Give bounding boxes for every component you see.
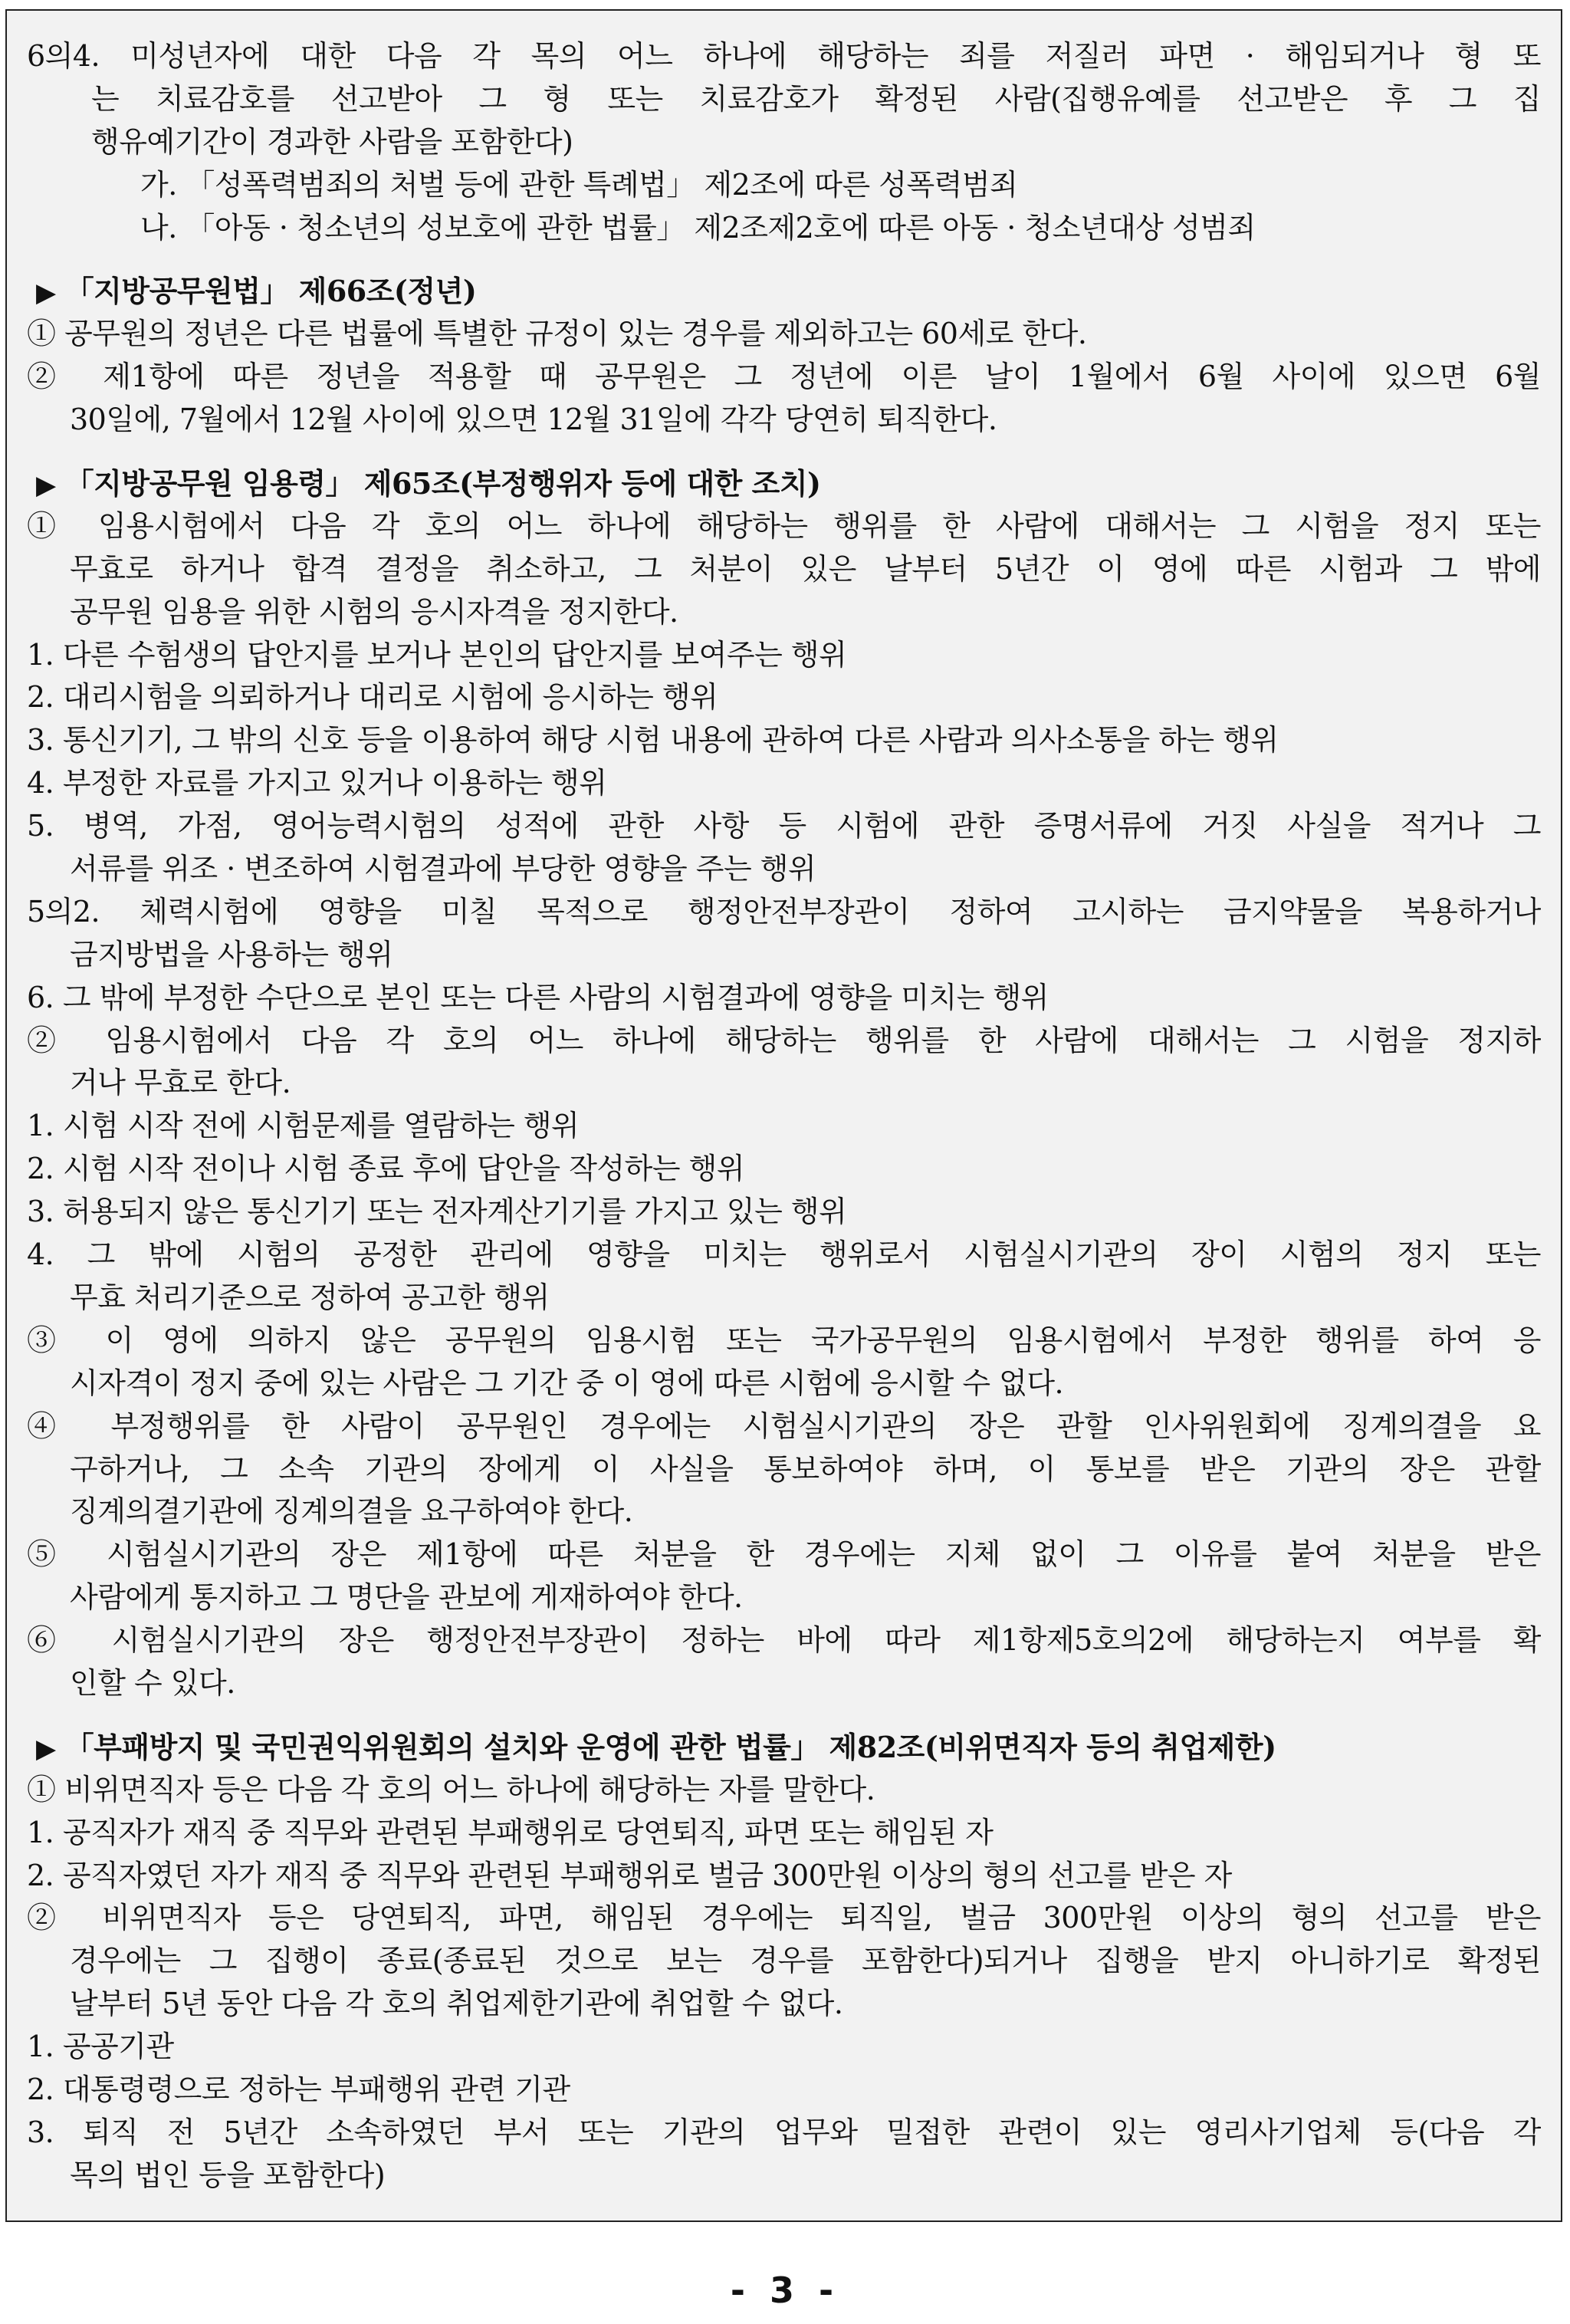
text-line: 2. 대통령령으로 정하는 부패행위 관련 기관 [27, 2072, 570, 2106]
text-line: 목의 법인 등을 포함한다) [70, 2158, 386, 2192]
text-line: 사람에게 통지하고 그 명단을 관보에 게재하여야 한다. [70, 1580, 743, 1615]
text-line: 금지방법을 사용하는 행위 [70, 937, 393, 971]
section-heading-s66 [27, 270, 1541, 313]
text-line: 징계의결기관에 징계의결을 요구하여야 한다. [70, 1494, 633, 1529]
text-line: 3. 통신기기, 그 밖의 신호 등을 이용하여 해당 시험 내용에 관하여 다른 사람과 의사소통을 하는 행위 [27, 723, 1279, 758]
text-line: 6. 그 밖에 부정한 수단으로 본인 또는 다른 사람의 시험결과에 영향을 미치는 행위 [27, 980, 1049, 1014]
text-line: 무효로 하거나 합격 결정을 취소하고, 그 처분이 있은 날부터 5년간 이 영에 따른 시험과 그 밖에 [70, 551, 1541, 586]
text-line: ② 비위면직자 등은 당연퇴직, 파면, 해임된 경우에는 퇴직일, 벌금 300만원 이상의 형의 선고를 받은 [27, 1901, 1541, 1935]
section-heading-s82 [27, 1726, 1541, 1769]
text-line: 5. 병역, 가점, 영어능력시험의 성적에 관한 사항 등 시험에 관한 증명서류에 거짓 사실을 적거나 그 [27, 809, 1541, 843]
text-line: 1. 다른 수험생의 답안지를 보거나 본인의 답안지를 보여주는 행위 [27, 637, 847, 672]
text-line: 1. 공직자가 재직 중 직무와 관련된 부패행위로 당연퇴직, 파면 또는 해임된 자 [27, 1815, 994, 1849]
text-line: 무효 처리기준으로 정하여 공고한 행위 [70, 1280, 550, 1314]
text-line: ① 비위면직자 등은 다음 각 호의 어느 하나에 해당하는 자를 말한다. [27, 1772, 875, 1806]
text-line: 행유예기간이 경과한 사람을 포함한다) [91, 124, 573, 159]
text-line: 구하거나, 그 소속 기관의 장에게 이 사실을 통보하여야 하며, 이 통보를 받은 기관의 장은 관할 [70, 1451, 1541, 1486]
text-line: 30일에, 7월에서 12월 사이에 있으면 12월 31일에 각각 당연히 퇴직한다. [70, 403, 997, 437]
text-line: 2. 시험 시작 전이나 시험 종료 후에 답안을 작성하는 행위 [27, 1152, 745, 1186]
triangle-bullet-icon: ▶ [36, 278, 56, 309]
section-heading-s65 [27, 462, 1541, 505]
text-line: 3. 퇴직 전 5년간 소속하였던 부서 또는 기관의 업무와 밀접한 관련이 있는 영리사기업체 등(다음 각 [27, 2115, 1541, 2149]
section-heading-text: 「지방공무원법」 제66조(정년) [64, 274, 477, 309]
text-line: 거나 무효로 한다. [70, 1066, 291, 1100]
text-line: ⑤ 시험실시기관의 장은 제1항에 따른 처분을 한 경우에는 지체 없이 그 이유를 붙여 처분을 받은 [27, 1537, 1541, 1572]
text-line: 는 치료감호를 선고받아 그 형 또는 치료감호가 확정된 사람(집행유예를 선고받은 후 그 집 [91, 81, 1541, 116]
text-line: 경우에는 그 집행이 종료(종료된 것으로 보는 경우를 포함한다)되거나 집행을 받지 아니하기로 확정된 [70, 1944, 1541, 1978]
text-line: ① 공무원의 정년은 다른 법률에 특별한 규정이 있는 경우를 제외하고는 60세로 한다. [27, 317, 1087, 351]
text-line: ③ 이 영에 의하지 않은 공무원의 임용시험 또는 국가공무원의 임용시험에서 부정한 행위를 하여 응 [27, 1323, 1541, 1357]
text-line: 가. 「성폭력범죄의 처벌 등에 관한 특례법」 제2조에 따른 성폭력범죄 [140, 167, 1018, 202]
section-heading-text: 「지방공무원 임용령」 제65조(부정행위자 등에 대한 조치) [64, 466, 821, 501]
text-line: 6의4. 미성년자에 대한 다음 각 목의 어느 하나에 해당하는 죄를 저질러 파면 · 해임되거나 형 또 [27, 39, 1541, 73]
text-line: ① 임용시험에서 다음 각 호의 어느 하나에 해당하는 행위를 한 사람에 대해서는 그 시험을 정지 또는 [27, 508, 1541, 543]
text-line: 2. 공직자였던 자가 재직 중 직무와 관련된 부패행위로 벌금 300만원 이상의 형의 선고를 받은 자 [27, 1858, 1232, 1892]
text-line: 서류를 위조 · 변조하여 시험결과에 부당한 영향을 주는 행위 [70, 852, 816, 886]
text-line: 4. 부정한 자료를 가지고 있거나 이용하는 행위 [27, 766, 607, 800]
text-line: 공무원 임용을 위한 시험의 응시자격을 정지한다. [70, 594, 678, 629]
text-line: 시자격이 정지 중에 있는 사람은 그 기간 중 이 영에 따른 시험에 응시할 수 없다. [70, 1366, 1064, 1400]
triangle-bullet-icon: ▶ [36, 1733, 56, 1764]
text-line: 4. 그 밖에 시험의 공정한 관리에 영향을 미치는 행위로서 시험실시기관의 장이 시험의 정지 또는 [27, 1238, 1541, 1272]
text-line: 5의2. 체력시험에 영향을 미칠 목적으로 행정안전부장관이 정하여 고시하는 금지약물을 복용하거나 [27, 894, 1541, 929]
text-line: 3. 허용되지 않은 통신기기 또는 전자계산기기를 가지고 있는 행위 [27, 1195, 847, 1229]
text-line: 2. 대리시험을 의뢰하거나 대리로 시험에 응시하는 행위 [27, 680, 718, 715]
page-number: - 3 - [730, 2270, 840, 2311]
law-excerpt-box [5, 9, 1562, 2222]
text-line: 인할 수 있다. [70, 1665, 235, 1700]
triangle-bullet-icon: ▶ [36, 470, 56, 501]
section-heading-text: 「부패방지 및 국민권익위원회의 설치와 운영에 관한 법률」 제82조(비위면직자 등의 취업제한) [64, 1729, 1276, 1764]
document-content [27, 23, 1541, 2197]
text-line: 날부터 5년 동안 다음 각 호의 취업제한기관에 취업할 수 없다. [70, 1987, 843, 2021]
text-line: 1. 시험 시작 전에 시험문제를 열람하는 행위 [27, 1109, 580, 1143]
text-line: 1. 공공기관 [27, 2030, 174, 2064]
text-line: ⑥ 시험실시기관의 장은 행정안전부장관이 정하는 바에 따라 제1항제5호의2에 해당하는지 여부를 확 [27, 1623, 1541, 1658]
text-line: 나. 「아동 · 청소년의 성보호에 관한 법률」 제2조제2호에 따른 아동 · 청소년대상 성범죄 [140, 210, 1256, 245]
text-line: ② 제1항에 따른 정년을 적용할 때 공무원은 그 정년에 이른 날이 1월에서 6월 사이에 있으면 6월 [27, 360, 1541, 394]
text-line: ④ 부정행위를 한 사람이 공무원인 경우에는 시험실시기관의 장은 관할 인사위원회에 징계의결을 요 [27, 1409, 1541, 1443]
text-line: ② 임용시험에서 다음 각 호의 어느 하나에 해당하는 행위를 한 사람에 대해서는 그 시험을 정지하 [27, 1023, 1541, 1057]
